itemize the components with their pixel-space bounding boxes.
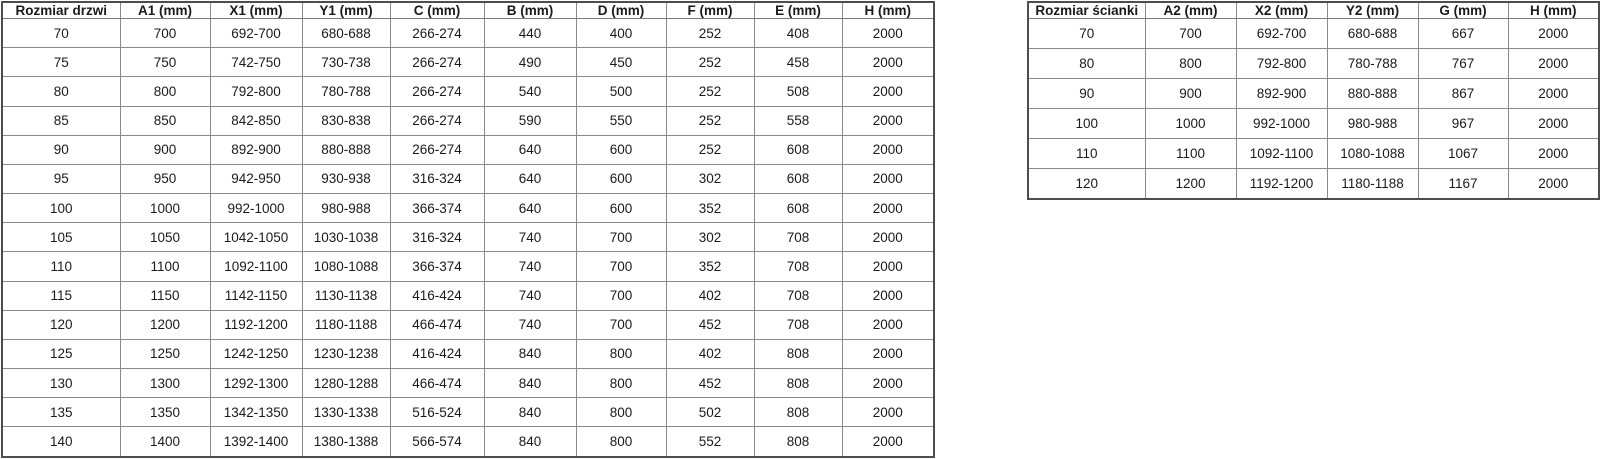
door-sizes-table [1, 1, 935, 458]
table-cell: 1067 [1418, 138, 1508, 168]
table-cell: 730-738 [302, 48, 390, 77]
table-row [1028, 48, 1599, 78]
table-cell: 590 [484, 106, 576, 135]
table-cell: 115 [2, 281, 120, 310]
table-cell: 640 [484, 135, 576, 164]
table-cell: 266-274 [390, 48, 484, 77]
table-cell: 1030-1038 [302, 223, 390, 252]
table-cell: 100 [2, 194, 120, 223]
table-cell: 1400 [120, 427, 210, 457]
table-cell: 992-1000 [210, 194, 302, 223]
table-cell: 1200 [120, 310, 210, 339]
wall-table-header-row [1028, 2, 1599, 19]
wall-sizes-table [1027, 1, 1600, 200]
column-header: Y2 (mm) [1327, 2, 1418, 19]
table-cell: 2000 [842, 252, 934, 281]
table-cell: 1350 [120, 398, 210, 427]
table-cell: 2000 [842, 223, 934, 252]
table-cell: 700 [576, 281, 666, 310]
table-cell: 750 [120, 48, 210, 77]
table-row [2, 369, 934, 398]
table-cell: 692-700 [210, 19, 302, 48]
table-cell: 1200 [1145, 168, 1236, 199]
table-cell: 867 [1418, 78, 1508, 108]
table-cell: 70 [2, 19, 120, 48]
table-cell: 1392-1400 [210, 427, 302, 457]
table-row [2, 281, 934, 310]
table-cell: 980-988 [1327, 108, 1418, 138]
table-cell: 2000 [842, 106, 934, 135]
table-cell: 408 [754, 19, 842, 48]
column-header: H (mm) [1508, 2, 1599, 19]
table-cell: 2000 [1508, 48, 1599, 78]
table-row [1028, 138, 1599, 168]
table-cell: 252 [666, 19, 754, 48]
table-row [2, 135, 934, 164]
table-cell: 1150 [120, 281, 210, 310]
table-cell: 842-850 [210, 106, 302, 135]
table-cell: 130 [2, 369, 120, 398]
table-cell: 608 [754, 194, 842, 223]
table-cell: 120 [1028, 168, 1145, 199]
table-cell: 105 [2, 223, 120, 252]
table-cell: 700 [1145, 19, 1236, 49]
table-cell: 2000 [842, 281, 934, 310]
table-row [2, 194, 934, 223]
table-cell: 2000 [1508, 138, 1599, 168]
column-header: B (mm) [484, 2, 576, 19]
table-cell: 266-274 [390, 19, 484, 48]
table-row [2, 164, 934, 193]
table-cell: 608 [754, 135, 842, 164]
table-cell: 366-374 [390, 252, 484, 281]
table-cell: 440 [484, 19, 576, 48]
table-cell: 125 [2, 339, 120, 368]
door-table-header-row [2, 2, 934, 19]
table-cell: 252 [666, 106, 754, 135]
table-cell: 1130-1138 [302, 281, 390, 310]
table-cell: 1242-1250 [210, 339, 302, 368]
table-cell: 950 [120, 164, 210, 193]
table-cell: 840 [484, 369, 576, 398]
table-cell: 80 [1028, 48, 1145, 78]
column-header: A1 (mm) [120, 2, 210, 19]
table-row [1028, 19, 1599, 49]
table-cell: 680-688 [302, 19, 390, 48]
table-cell: 700 [120, 19, 210, 48]
table-cell: 2000 [842, 369, 934, 398]
table-cell: 490 [484, 48, 576, 77]
table-cell: 2000 [842, 310, 934, 339]
column-header: D (mm) [576, 2, 666, 19]
table-cell: 452 [666, 369, 754, 398]
table-cell: 740 [484, 281, 576, 310]
table-cell: 780-788 [302, 77, 390, 106]
column-header: Rozmiar ścianki [1028, 2, 1145, 19]
table-cell: 667 [1418, 19, 1508, 49]
table-row [2, 77, 934, 106]
table-cell: 402 [666, 339, 754, 368]
table-row [2, 106, 934, 135]
table-cell: 740 [484, 252, 576, 281]
table-cell: 942-950 [210, 164, 302, 193]
table-cell: 1042-1050 [210, 223, 302, 252]
table-cell: 600 [576, 135, 666, 164]
table-cell: 90 [1028, 78, 1145, 108]
table-cell: 558 [754, 106, 842, 135]
column-header: F (mm) [666, 2, 754, 19]
table-cell: 110 [2, 252, 120, 281]
table-cell: 740 [484, 223, 576, 252]
table-cell: 792-800 [210, 77, 302, 106]
table-cell: 402 [666, 281, 754, 310]
table-cell: 1192-1200 [210, 310, 302, 339]
table-cell: 1092-1100 [1236, 138, 1327, 168]
table-cell: 75 [2, 48, 120, 77]
table-cell: 1100 [120, 252, 210, 281]
table-cell: 808 [754, 369, 842, 398]
table-cell: 2000 [842, 164, 934, 193]
table-cell: 800 [576, 427, 666, 457]
table-cell: 1080-1088 [1327, 138, 1418, 168]
table-cell: 800 [576, 339, 666, 368]
table-cell: 252 [666, 48, 754, 77]
column-header: E (mm) [754, 2, 842, 19]
table-cell: 266-274 [390, 77, 484, 106]
table-row [1028, 78, 1599, 108]
table-cell: 708 [754, 281, 842, 310]
table-cell: 892-900 [1236, 78, 1327, 108]
table-cell: 840 [484, 398, 576, 427]
table-cell: 2000 [842, 77, 934, 106]
table-cell: 1142-1150 [210, 281, 302, 310]
table-cell: 1080-1088 [302, 252, 390, 281]
table-row [2, 398, 934, 427]
table-cell: 900 [120, 135, 210, 164]
table-cell: 316-324 [390, 164, 484, 193]
table-cell: 316-324 [390, 223, 484, 252]
table-cell: 1380-1388 [302, 427, 390, 457]
table-cell: 1300 [120, 369, 210, 398]
column-header: Y1 (mm) [302, 2, 390, 19]
table-cell: 1330-1338 [302, 398, 390, 427]
table-cell: 708 [754, 223, 842, 252]
table-cell: 900 [1145, 78, 1236, 108]
column-header: X2 (mm) [1236, 2, 1327, 19]
column-header: G (mm) [1418, 2, 1508, 19]
table-cell: 880-888 [302, 135, 390, 164]
table-row [1028, 108, 1599, 138]
table-cell: 2000 [842, 48, 934, 77]
table-cell: 640 [484, 194, 576, 223]
column-header: A2 (mm) [1145, 2, 1236, 19]
table-cell: 500 [576, 77, 666, 106]
table-cell: 767 [1418, 48, 1508, 78]
table-row [2, 19, 934, 48]
table-cell: 252 [666, 135, 754, 164]
table-row [2, 427, 934, 457]
table-cell: 302 [666, 223, 754, 252]
table-cell: 2000 [842, 339, 934, 368]
table-cell: 1050 [120, 223, 210, 252]
table-cell: 302 [666, 164, 754, 193]
table-cell: 80 [2, 77, 120, 106]
table-cell: 352 [666, 252, 754, 281]
table-cell: 1230-1238 [302, 339, 390, 368]
table-cell: 2000 [1508, 78, 1599, 108]
table-cell: 808 [754, 427, 842, 457]
table-cell: 2000 [842, 194, 934, 223]
table-cell: 552 [666, 427, 754, 457]
table-cell: 800 [576, 398, 666, 427]
table-cell: 930-938 [302, 164, 390, 193]
column-header: H (mm) [842, 2, 934, 19]
table-cell: 608 [754, 164, 842, 193]
table-cell: 2000 [842, 427, 934, 457]
table-cell: 140 [2, 427, 120, 457]
table-cell: 830-838 [302, 106, 390, 135]
table-row [2, 310, 934, 339]
table-cell: 1100 [1145, 138, 1236, 168]
table-cell: 840 [484, 339, 576, 368]
table-cell: 120 [2, 310, 120, 339]
table-cell: 458 [754, 48, 842, 77]
table-cell: 740 [484, 310, 576, 339]
table-cell: 692-700 [1236, 19, 1327, 49]
table-cell: 2000 [1508, 168, 1599, 199]
table-cell: 800 [1145, 48, 1236, 78]
table-cell: 550 [576, 106, 666, 135]
table-cell: 1000 [120, 194, 210, 223]
table-cell: 808 [754, 398, 842, 427]
table-cell: 808 [754, 339, 842, 368]
table-cell: 95 [2, 164, 120, 193]
table-cell: 1180-1188 [302, 310, 390, 339]
table-row [2, 339, 934, 368]
table-cell: 1000 [1145, 108, 1236, 138]
table-cell: 680-688 [1327, 19, 1418, 49]
table-cell: 366-374 [390, 194, 484, 223]
table-cell: 416-424 [390, 281, 484, 310]
table-cell: 352 [666, 194, 754, 223]
table-cell: 2000 [1508, 108, 1599, 138]
table-cell: 450 [576, 48, 666, 77]
table-cell: 708 [754, 252, 842, 281]
table-cell: 2000 [842, 398, 934, 427]
column-header: X1 (mm) [210, 2, 302, 19]
table-cell: 502 [666, 398, 754, 427]
table-cell: 2000 [842, 135, 934, 164]
column-header: Rozmiar drzwi [2, 2, 120, 19]
table-cell: 708 [754, 310, 842, 339]
table-cell: 850 [120, 106, 210, 135]
table-cell: 892-900 [210, 135, 302, 164]
table-cell: 566-574 [390, 427, 484, 457]
table-cell: 700 [576, 252, 666, 281]
table-cell: 1092-1100 [210, 252, 302, 281]
table-cell: 2000 [1508, 19, 1599, 49]
table-cell: 452 [666, 310, 754, 339]
table-row [2, 223, 934, 252]
table-cell: 1192-1200 [1236, 168, 1327, 199]
table-cell: 992-1000 [1236, 108, 1327, 138]
table-cell: 1342-1350 [210, 398, 302, 427]
table-cell: 466-474 [390, 369, 484, 398]
table-cell: 1250 [120, 339, 210, 368]
table-cell: 70 [1028, 19, 1145, 49]
table-cell: 640 [484, 164, 576, 193]
table-cell: 980-988 [302, 194, 390, 223]
table-cell: 135 [2, 398, 120, 427]
table-cell: 540 [484, 77, 576, 106]
table-cell: 508 [754, 77, 842, 106]
table-cell: 792-800 [1236, 48, 1327, 78]
table-row [2, 48, 934, 77]
table-cell: 466-474 [390, 310, 484, 339]
table-row [1028, 168, 1599, 199]
table-cell: 266-274 [390, 135, 484, 164]
table-cell: 1167 [1418, 168, 1508, 199]
table-cell: 2000 [842, 19, 934, 48]
table-cell: 1180-1188 [1327, 168, 1418, 199]
table-cell: 700 [576, 310, 666, 339]
table-cell: 100 [1028, 108, 1145, 138]
table-cell: 800 [120, 77, 210, 106]
table-cell: 400 [576, 19, 666, 48]
table-cell: 516-524 [390, 398, 484, 427]
table-cell: 416-424 [390, 339, 484, 368]
table-cell: 600 [576, 164, 666, 193]
table-cell: 600 [576, 194, 666, 223]
table-cell: 252 [666, 77, 754, 106]
table-cell: 780-788 [1327, 48, 1418, 78]
table-cell: 800 [576, 369, 666, 398]
table-row [2, 252, 934, 281]
table-cell: 266-274 [390, 106, 484, 135]
table-cell: 90 [2, 135, 120, 164]
table-cell: 840 [484, 427, 576, 457]
table-cell: 880-888 [1327, 78, 1418, 108]
column-header: C (mm) [390, 2, 484, 19]
table-cell: 1280-1288 [302, 369, 390, 398]
table-cell: 967 [1418, 108, 1508, 138]
table-cell: 85 [2, 106, 120, 135]
table-cell: 742-750 [210, 48, 302, 77]
table-cell: 110 [1028, 138, 1145, 168]
table-cell: 1292-1300 [210, 369, 302, 398]
table-cell: 700 [576, 223, 666, 252]
